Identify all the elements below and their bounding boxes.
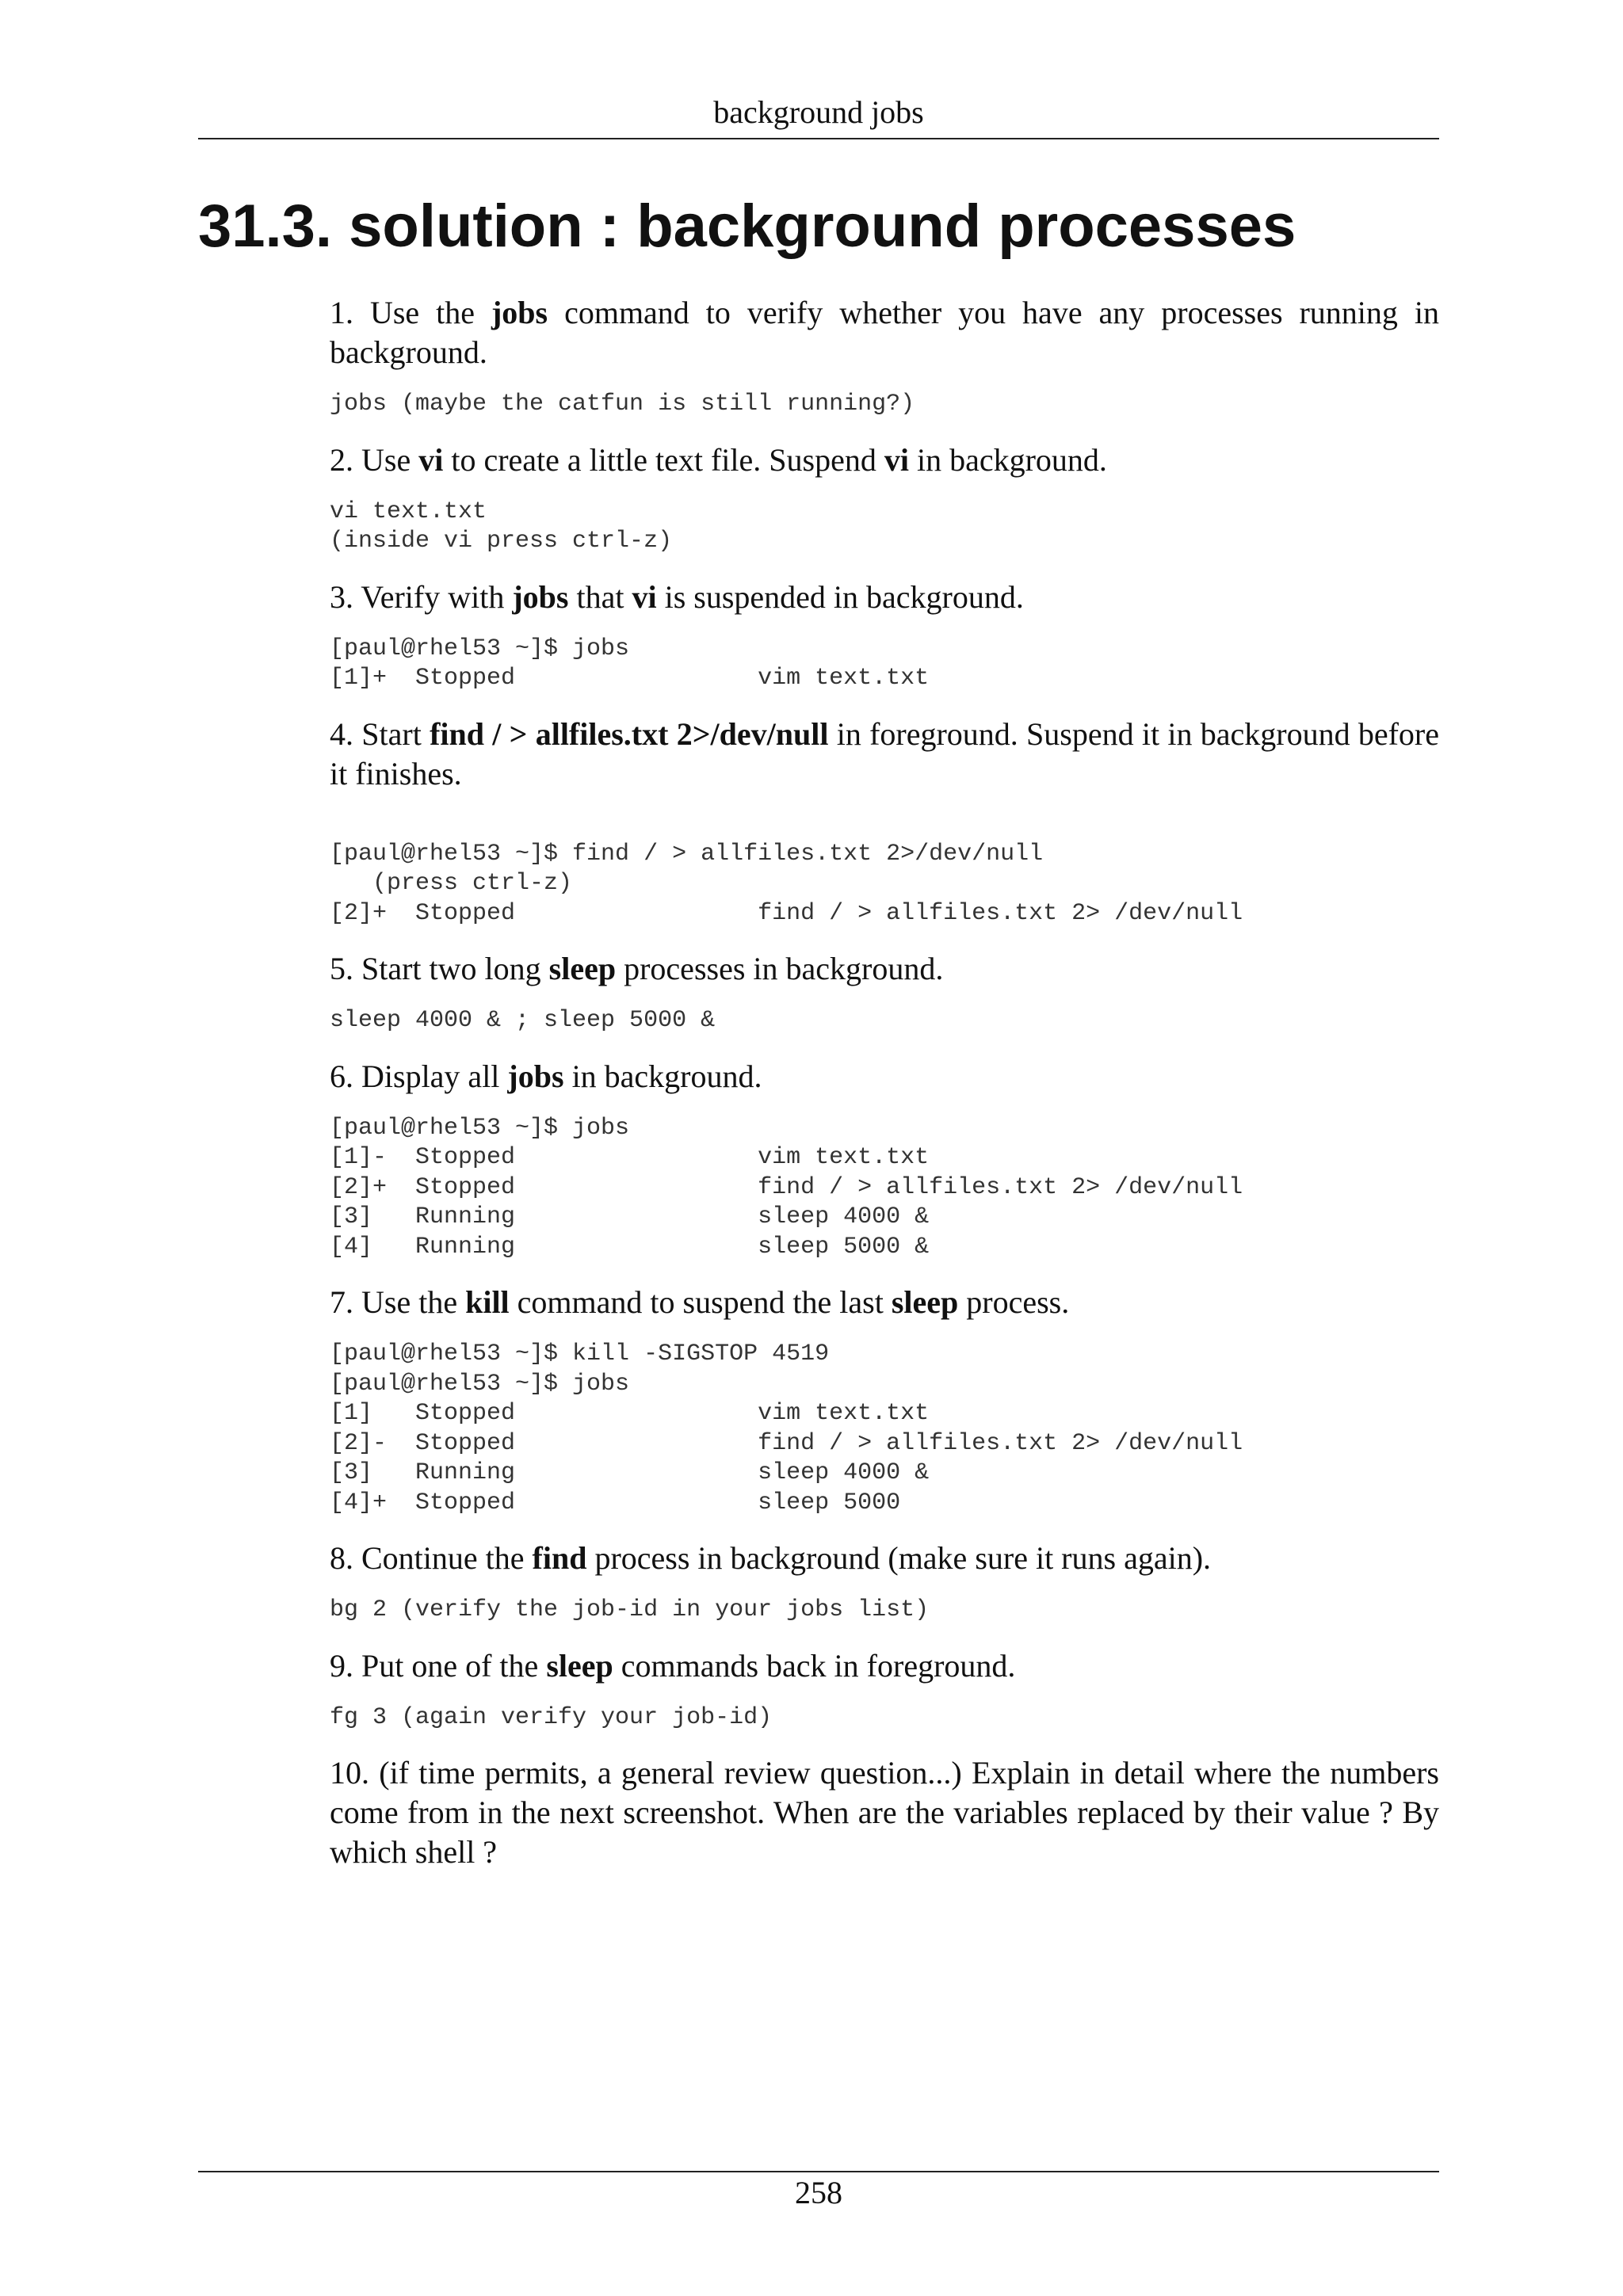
- instruction-text: 4. Start: [330, 715, 430, 752]
- code-block: [330, 635, 1439, 694]
- code-block: [330, 1006, 1439, 1036]
- code-line: sleep 4000 & ; sleep 5000 &: [330, 1007, 716, 1034]
- instruction-text: 6. Display all: [330, 1058, 508, 1094]
- instruction-text: 5. Start two long: [330, 951, 549, 986]
- code-line: [2]+ Stopped find / > allfiles.txt 2> /dev/null: [330, 899, 1243, 927]
- command-keyword: jobs: [512, 578, 569, 615]
- section-title: 31.3. solution : background processes: [198, 193, 1296, 260]
- instruction-text: process in background (make sure it runs again).: [586, 1540, 1212, 1576]
- instruction-text: to create a little text file. Suspend: [443, 441, 884, 478]
- command-keyword: sleep: [546, 1647, 613, 1684]
- header-rule: [198, 138, 1439, 139]
- code-line: [3] Running sleep 4000 &: [330, 1459, 930, 1486]
- command-keyword: vi: [632, 578, 657, 615]
- exercise-step: [330, 715, 1439, 929]
- instruction-text: command to verify whether you have any processes running in background.: [330, 295, 1439, 370]
- instruction-text: that: [568, 578, 632, 615]
- code-line: fg 3 (again verify your job-id): [330, 1703, 773, 1731]
- command-keyword: vi: [418, 441, 444, 478]
- command-keyword: find / > allfiles.txt 2>/dev/null: [430, 715, 829, 752]
- code-line: (inside vi press ctrl-z): [330, 528, 673, 555]
- step-instruction: [330, 293, 1439, 372]
- step-instruction: [330, 949, 1439, 989]
- code-line: (press ctrl-z): [330, 870, 573, 897]
- code-line: jobs (maybe the catfun is still running?): [330, 391, 915, 418]
- code-block: [330, 390, 1439, 420]
- exercise-step: [330, 441, 1439, 557]
- code-line: [1]+ Stopped vim text.txt: [330, 665, 930, 692]
- step-instruction: [330, 1283, 1439, 1322]
- instruction-text: process.: [958, 1284, 1070, 1320]
- instruction-text: 2. Use: [330, 441, 419, 478]
- code-line: [paul@rhel53 ~]$ jobs: [330, 635, 630, 662]
- code-block: [330, 1114, 1439, 1263]
- instruction-text: processes in background.: [616, 951, 944, 986]
- code-line: [paul@rhel53 ~]$ jobs: [330, 1114, 630, 1142]
- step-instruction: [330, 1057, 1439, 1097]
- code-line: [paul@rhel53 ~]$ jobs: [330, 1370, 630, 1398]
- code-line: vi text.txt: [330, 498, 487, 525]
- command-keyword: jobs: [491, 295, 548, 330]
- code-line: [2]+ Stopped find / > allfiles.txt 2> /dev/null: [330, 1173, 1243, 1201]
- command-keyword: jobs: [507, 1058, 564, 1094]
- code-line: [2]- Stopped find / > allfiles.txt 2> /dev/null: [330, 1429, 1243, 1457]
- exercise-step: [330, 1646, 1439, 1733]
- command-keyword: vi: [884, 441, 909, 478]
- exercise-step: [330, 949, 1439, 1036]
- instruction-text: commands back in foreground.: [613, 1647, 1016, 1684]
- instruction-text: 10. (if time permits, a general review question...) Explain in detail where the numbers come from in the next screenshot. When are the variables replaced by their value ? By which shell ?: [330, 1755, 1439, 1870]
- code-block: [330, 1703, 1439, 1733]
- exercise-step: [330, 1283, 1439, 1518]
- footer-rule: [198, 2171, 1439, 2172]
- step-instruction: [330, 1539, 1439, 1578]
- code-block: [330, 840, 1439, 929]
- command-keyword: sleep: [891, 1284, 959, 1320]
- command-keyword: kill: [465, 1284, 510, 1320]
- instruction-text: 8. Continue the: [330, 1540, 533, 1576]
- exercise-step: [330, 1539, 1439, 1626]
- code-line: [4]+ Stopped sleep 5000: [330, 1489, 901, 1516]
- step-instruction: [330, 578, 1439, 617]
- running-header: background jobs: [713, 94, 924, 130]
- instruction-text: 7. Use the: [330, 1284, 466, 1320]
- code-line: [paul@rhel53 ~]$ kill -SIGSTOP 4519: [330, 1341, 830, 1367]
- code-line: [paul@rhel53 ~]$ find / > allfiles.txt 2>/dev/null: [330, 840, 1044, 868]
- code-line: bg 2 (verify the job-id in your jobs list): [330, 1596, 930, 1623]
- instruction-text: 9. Put one of the: [330, 1647, 547, 1684]
- step-instruction: [330, 1646, 1439, 1686]
- exercise-step: [330, 578, 1439, 694]
- code-line: [1]- Stopped vim text.txt: [330, 1144, 930, 1171]
- instruction-text: command to suspend the last: [509, 1284, 892, 1320]
- steps-list: [330, 293, 1439, 1893]
- exercise-step: [330, 1057, 1439, 1263]
- code-block: [330, 1340, 1439, 1518]
- instruction-text: in foreground. Suspend it in background before it finishes.: [330, 715, 1439, 791]
- code-block: [330, 1596, 1439, 1626]
- instruction-text: 3. Verify with: [330, 578, 513, 615]
- code-line: [1] Stopped vim text.txt: [330, 1400, 930, 1427]
- step-instruction: [330, 1753, 1439, 1872]
- command-keyword: sleep: [548, 951, 617, 986]
- exercise-step: [330, 1753, 1439, 1872]
- page-number: 258: [795, 2175, 842, 2210]
- code-line: [3] Running sleep 4000 &: [330, 1203, 930, 1230]
- code-line: [4] Running sleep 5000 &: [330, 1233, 930, 1261]
- instruction-text: is suspended in background.: [656, 578, 1024, 615]
- code-block: [330, 498, 1439, 557]
- command-keyword: find: [532, 1540, 587, 1576]
- step-instruction: [330, 715, 1439, 794]
- exercise-step: [330, 293, 1439, 420]
- step-instruction: [330, 441, 1439, 480]
- instruction-text: in background.: [908, 441, 1107, 478]
- instruction-text: 1. Use the: [330, 295, 491, 330]
- instruction-text: in background.: [563, 1058, 762, 1094]
